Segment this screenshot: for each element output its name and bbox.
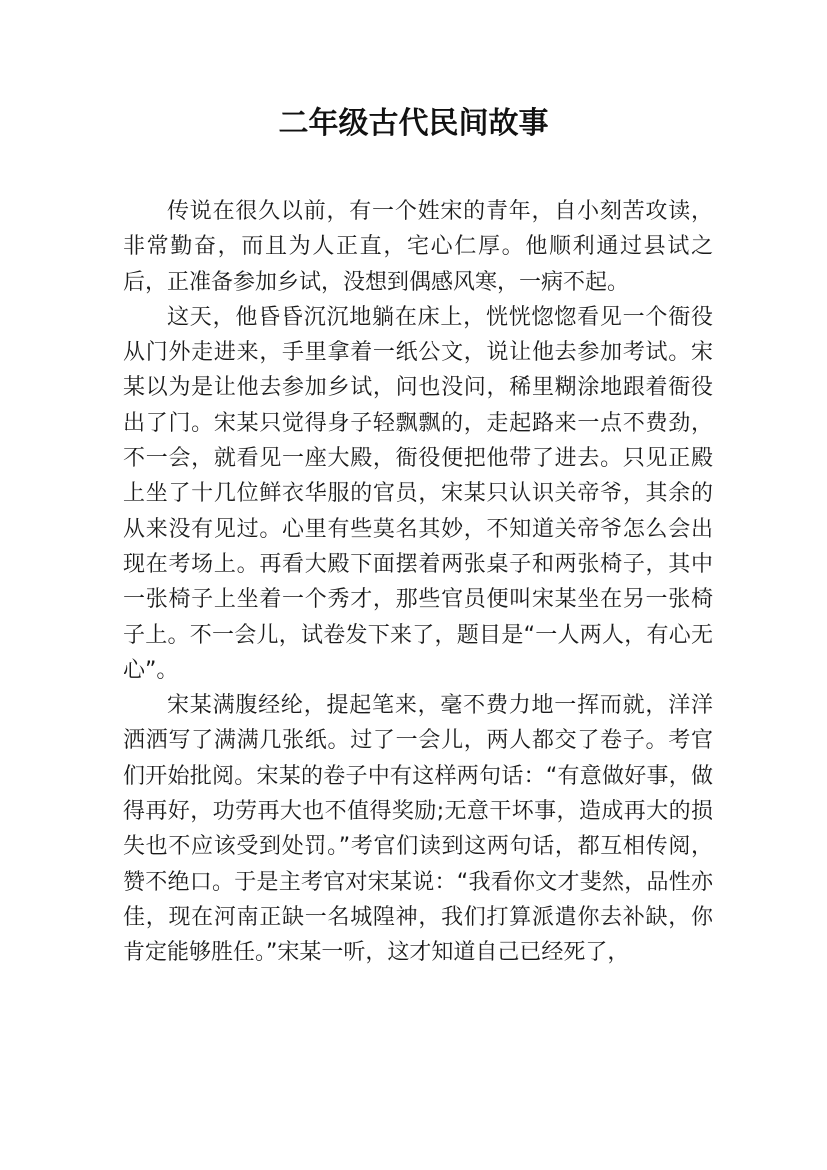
paragraph: 传说在很久以前，有一个姓宋的青年，自小刻苦攻读，非常勤奋，而且为人正直，宅心仁厚。他顺利通过县试之后，正准备参加乡试，没想到偶感风寒，一病不起。 — [123, 199, 713, 295]
document-title: 二年级古代民间故事 — [278, 106, 549, 141]
paragraph: 宋某满腹经纶，提起笔来，毫不费力地一挥而就，洋洋洒洒写了满满几张纸。过了一会儿，两人都交了卷子。考官们开始批阅。宋某的卷子中有这样两句话：“有意做好事，做得再好，功劳再大也不值得奖励;无意干坏事，造成再大的损失也不应该受到处罚。”考官们读到这两句话，都互相传阅，赞不绝口。于是主考官对宋某说：“我看你文才斐然，品性亦佳，现在河南正缺一名城隍神，我们打算派遣你去补缺，你肯定能够胜任。”宋某一听，这才知道自己已经死了， — [123, 693, 713, 966]
paragraph: 这天，他昏昏沉沉地躺在床上，恍恍惚惚看见一个衙役从门外走进来，手里拿着一纸公文，说让他去参加考试。宋某以为是让他去参加乡试，问也没问，稀里糊涂地跟着衙役出了门。宋某只觉得身子轻飘飘的，走起路来一点不费劲，不一会，就看见一座大殿，衙役便把他带了进去。只见正殿上坐了十几位鲜衣华服的官员，宋某只认识关帝爷，其余的从来没有见过。心里有些莫名其妙，不知道关帝爷怎么会出现在考场上。再看大殿下面摆着两张桌子和两张椅子，其中一张椅子上坐着一个秀才，那些官员便叫宋某坐在另一张椅子上。不一会儿，试卷发下来了，题目是“一人两人，有心无心”。 — [123, 304, 713, 683]
document-body — [123, 194, 713, 971]
